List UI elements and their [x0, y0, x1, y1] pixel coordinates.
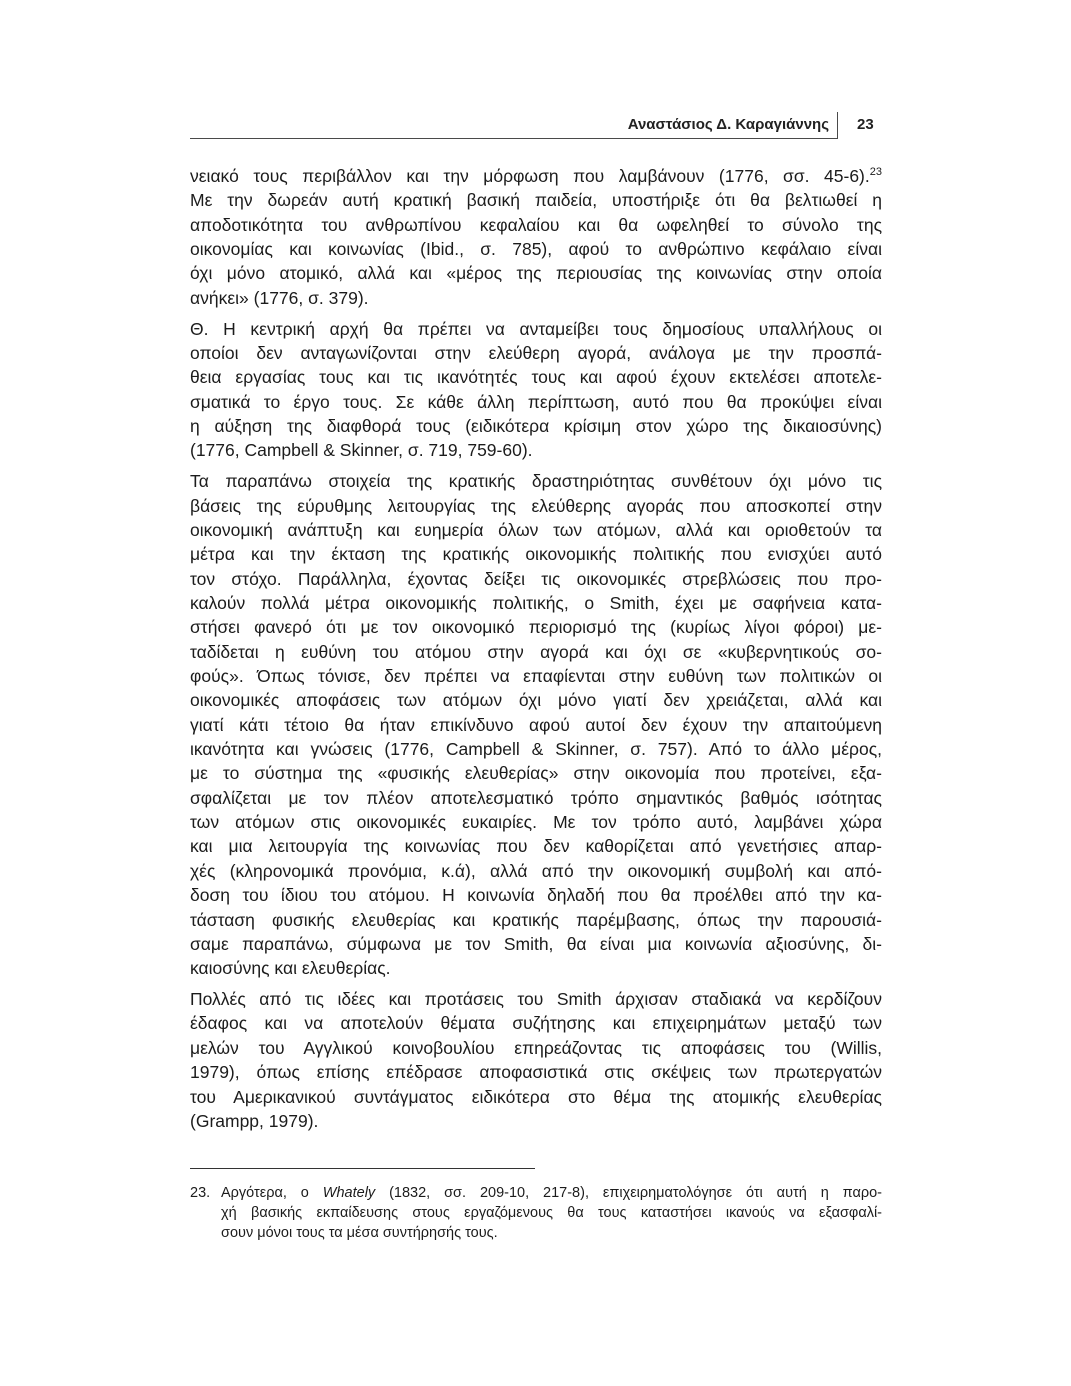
text-line: των ατόμων στις οικονομικές ευκαιρίες. Με τον τρόπο αυτό, λαμβάνει χώρα [190, 812, 882, 833]
text-line: θεια εργασίας τους και τις ικανότητές τους και αφού έχουν εκτελέσει αποτελε- [190, 367, 882, 388]
text-line: μέτρα και την έκταση της κρατικής οικονομικής πολιτικής που ενισχύει αυτό [190, 544, 882, 565]
paragraph [190, 317, 882, 463]
footnote [190, 1183, 882, 1243]
paragraph [190, 469, 882, 980]
footnote-number: 23. [190, 1185, 211, 1201]
text-line: φούς». Όπως τόνισε, δεν πρέπει να επαφίενται στην ευθύνη των πολιτικών οι [190, 666, 882, 687]
text-line: καιοσύνης και ελευθερίας. [190, 958, 391, 979]
text-line: η αύξηση της διαφθορά τους (ειδικότερα κρίσιμη στον χώρο της δικαιοσύνης) [190, 416, 882, 437]
footnote-rule [190, 1168, 535, 1169]
text-line: όχι μόνο ατομικό, αλλά και «μέρος της περιουσίας της κοινωνίας στην οποία [190, 263, 882, 284]
text-line: Τα παραπάνω στοιχεία της κρατικής δραστηριότητας συνθέτουν όχι μόνο τις [190, 471, 882, 492]
text-line: οικονομίας και κοινωνίας (Ibid., σ. 785), αφού το ανθρώπινο κεφάλαιο είναι [190, 239, 882, 260]
cited-author: Whately [322, 1185, 376, 1201]
running-head [190, 112, 838, 139]
text-line: σαμε παραπάνω, σύμφωνα με τον Smith, θα είναι μια κοινωνία αξιοσύνης, δι- [190, 933, 882, 954]
text-line: και μια λειτουργία της κοινωνίας που δεν καθορίζεται από γενετήσιες απαρ- [190, 836, 882, 857]
paragraph [190, 987, 882, 1133]
text-line: οικονομική ανάπτυξη και ευημερία όλων των ατόμων, αλλά και οριοθετούν τα [190, 520, 882, 540]
body-text [190, 164, 882, 1140]
footnote-text [221, 1183, 882, 1243]
text-line: ικανότητα και γνώσεις (1776, Campbell & Skinner, σ. 757). Από το άλλο μέρος, [190, 739, 882, 760]
text-line: οικονομικές αποφάσεις των ατόμων όχι μόνο γιατί δεν χρειάζεται, αλλά και [190, 690, 882, 711]
running-head-author: Αναστάσιος Δ. Καραγιάννης [627, 116, 829, 133]
text-line: χές (κληρονομικά προνόμια, κ.ά), αλλά από την οικονομική συμβολή και από- [190, 860, 882, 881]
text-line: του Αμερικανικού συντάγματος ειδικότερα στο θέμα της ατομικής ελευθερίας [190, 1086, 882, 1107]
text-line: (1776, Campbell & Skinner, σ. 719, 759-60). [190, 440, 533, 461]
text-line: Πολλές από τις ιδέες και προτάσεις του Smith άρχισαν σταδιακά να κερδίζουν [190, 989, 882, 1010]
text-run: (1832, σσ. 209-10, 217-8), επιχειρηματολόγησε ότι αυτή η παρο- [375, 1185, 882, 1201]
text-run: νειακό τους περιβάλλον και την μόρφωση που λαμβάνουν (1776, σσ. 45-6). [190, 166, 870, 186]
footnote-reference: 23 [869, 166, 882, 178]
text-line: οποίοι δεν ανταγωνίζονται στην ελεύθερη αγορά, ανάλογα με την προσπά- [190, 343, 882, 363]
text-line: Με την δωρεάν αυτή κρατική βασική παιδεία, υποστήριξε ότι θα βελτιωθεί η [190, 190, 882, 211]
text-line [190, 164, 882, 188]
text-line: σφαλίζεται με τον πλέον αποτελεσματικό τρόπο σημαντικός βαθμός ισότητας [190, 787, 882, 808]
footnote-line: σουν μόνοι τους τα μέσα συντήρησής τους. [221, 1225, 498, 1241]
text-line: καλούν πολλά μέτρα οικονομικής πολιτικής, ο Smith, έχει με σαφήνεια κατα- [190, 593, 882, 614]
text-run: Αργότερα, ο [221, 1185, 323, 1201]
text-line: δοση του ίδιου του ατόμου. Η κοινωνία δηλαδή που θα προέλθει από την κα- [190, 885, 882, 906]
text-line: σματικά το έργο τους. Σε κάθε άλλη περίπτωση, αυτό που θα προκύψει είναι [190, 391, 882, 412]
text-line: γιατί κάτι τέτοιο θα ήταν επικίνδυνο αφού αυτοί δεν έχουν την απαιτούμενη [190, 714, 882, 735]
text-line: Θ. Η κεντρική αρχή θα πρέπει να ανταμείβει τους δημοσίους υπαλλήλους οι [190, 318, 882, 339]
footnote-line [221, 1183, 882, 1203]
text-line: τάσταση φυσικής ελευθερίας και κρατικής παρέμβασης, όπως την παρουσιά- [190, 909, 882, 930]
text-line: (Grampp, 1979). [190, 1110, 319, 1131]
text-line: στήσει φανερό ότι με τον οικονομικό περιορισμό της (κυρίως λίγοι φόροι) με- [190, 617, 882, 638]
text-line: έδαφος και να αποτελούν θέματα συζήτησης και επιχειρημάτων μεταξύ των [190, 1013, 882, 1034]
paragraph [190, 164, 882, 310]
text-line: βάσεις της εύρυθμης λειτουργίας της ελεύθερης αγοράς που αποσκοπεί στην [190, 495, 882, 516]
text-line: ταδίδεται η ευθύνη του ατόμου στην αγορά και όχι σε «κυβερνητικούς σο- [190, 641, 882, 662]
text-line: με το σύστημα της «φυσικής ελευθερίας» στην οικονομία που προτείνει, εξα- [190, 763, 882, 784]
page-number: 23 [857, 116, 874, 133]
text-line: μελών του Αγγλικού κοινοβουλίου επηρεάζοντας τις αποφάσεις του (Willis, [190, 1037, 882, 1058]
text-line: 1979), όπως επίσης επέδρασε αποφασιστικά στις σκέψεις των πρωτεργατών [190, 1062, 882, 1083]
footnote-line: χή βασικής εκπαίδευσης στους εργαζόμενους θα τους καταστήσει ικανούς να εξασφαλί- [221, 1205, 882, 1221]
text-line: ανήκει» (1776, σ. 379). [190, 287, 369, 308]
text-line: αποδοτικότητα του ανθρωπίνου κεφαλαίου και θα ωφεληθεί το σύνολο της [190, 214, 882, 235]
text-line: τον στόχο. Παράλληλα, έχοντας δείξει τις οικονομικές στρεβλώσεις που προ- [190, 568, 882, 589]
